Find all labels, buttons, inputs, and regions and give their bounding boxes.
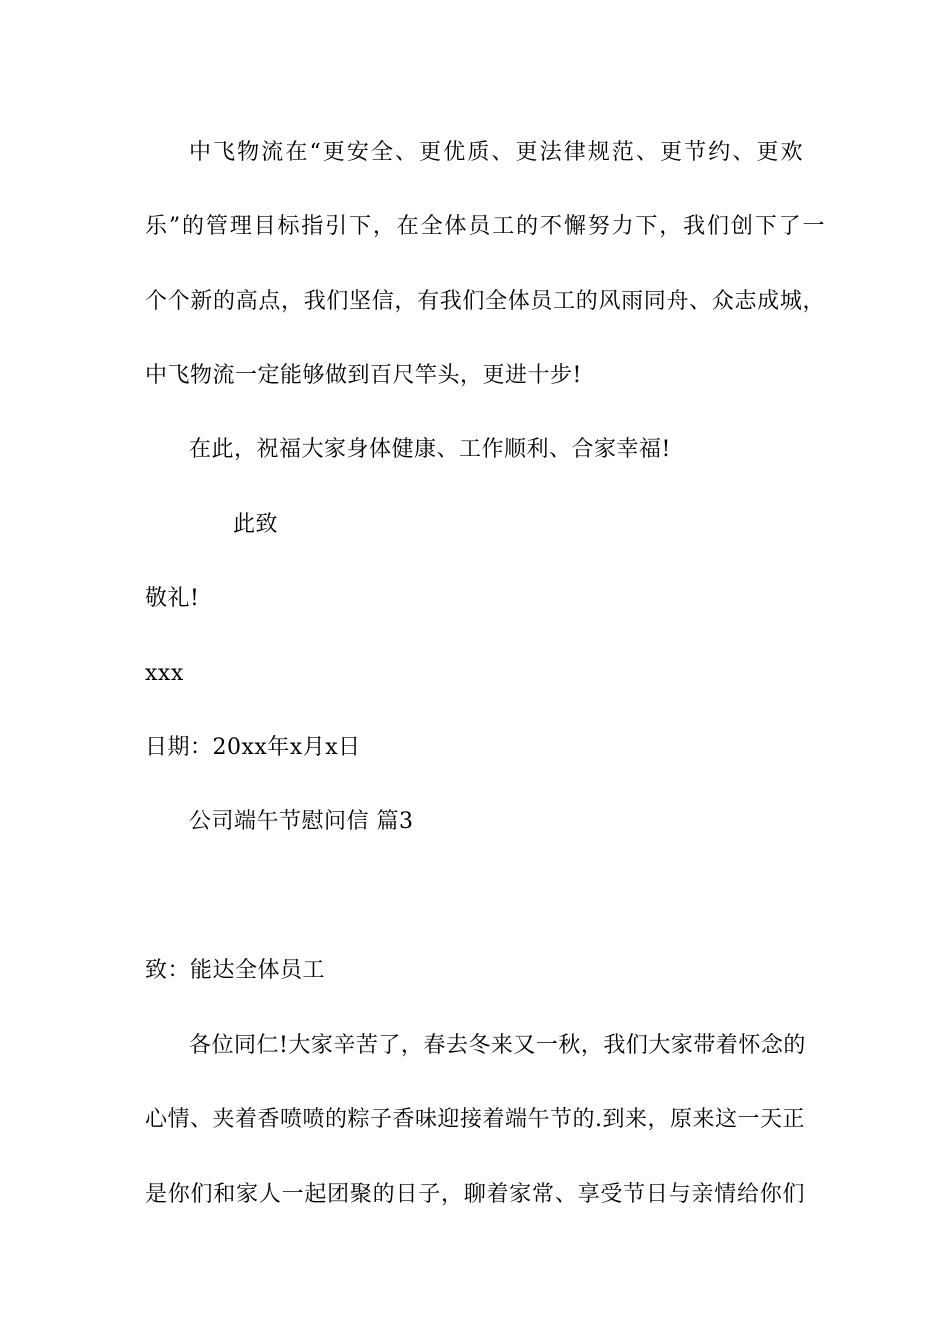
date-line: 日期：20xx年x月x日	[145, 735, 361, 760]
paragraph-line: 个个新的高点，我们坚信，有我们全体员工的风雨同舟、众志成城，	[145, 289, 825, 314]
section-heading: 公司端午节慰问信 篇3	[189, 809, 414, 834]
paragraph-line: 各位同仁!大家辛苦了，春去冬来又一秋，我们大家带着怀念的	[189, 1033, 806, 1058]
paragraph-line: 中飞物流一定能够做到百尺竿头，更进十步!	[145, 363, 582, 388]
letter-addressee: 致：能达全体员工	[145, 958, 326, 983]
blessing-line: 在此，祝福大家身体健康、工作顺利、合家幸福!	[189, 437, 671, 462]
paragraph-line: 是你们和家人一起团聚的日子，聊着家常、享受节日与亲情给你们	[145, 1182, 805, 1207]
signature-name: xxx	[145, 661, 184, 686]
closing-regards: 敬礼!	[145, 586, 200, 611]
paragraph-line: 乐”的管理目标指引下，在全体员工的不懈努力下，我们创下了一	[145, 214, 825, 239]
closing-salutation: 此致	[233, 512, 279, 537]
paragraph-line: 心情、夹着香喷喷的粽子香味迎接着端午节的.到来，原来这一天正	[145, 1107, 805, 1132]
paragraph-line: 中飞物流在“更安全、更优质、更法律规范、更节约、更欢	[189, 140, 803, 165]
